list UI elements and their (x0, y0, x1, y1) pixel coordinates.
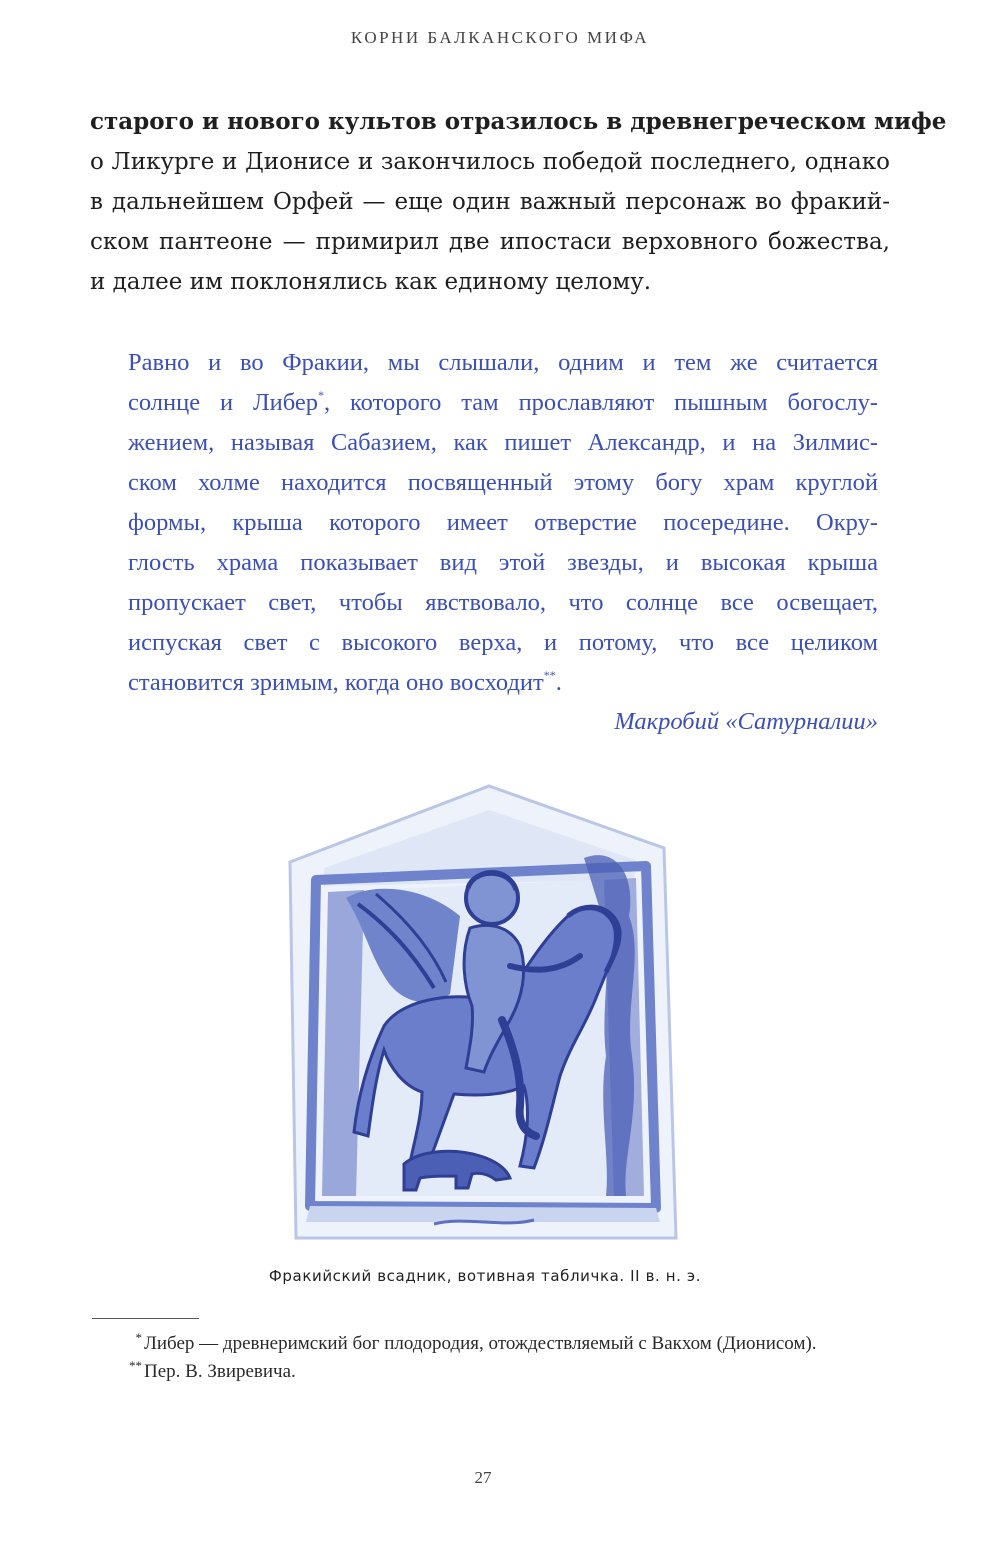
epigraph-quote (128, 343, 878, 703)
footnote-text: Пер. В. Звиревича. (144, 1361, 296, 1382)
body-line: ском пантеоне — примирил две ипостаси верховного божества, (90, 229, 890, 255)
epigraph-attribution: Макробий «Сатурналии» (614, 708, 878, 735)
thracian-horseman-relief-image (284, 776, 684, 1246)
epigraph-line: пропускает свет, чтобы явствовало, что солнце все освещает, (128, 589, 878, 616)
footnotes (118, 1330, 888, 1386)
footnote-marker: * (318, 388, 324, 402)
epigraph-line: жением, называя Сабазием, как пишет Александр, и на Зилмис- (128, 429, 878, 456)
body-paragraph (90, 102, 947, 302)
footnote-mark: * (135, 1330, 142, 1345)
epigraph-text: , которого там прославляют пышным богослу- (324, 389, 878, 416)
epigraph-text: . (555, 669, 562, 696)
body-line: и далее им поклонялись как единому целому. (90, 269, 652, 295)
body-line: в дальнейшем Орфей — еще один важный персонаж во фракий- (90, 189, 890, 215)
epigraph-line: Равно и во Фракии, мы слышали, одним и тем же считается (128, 349, 878, 376)
epigraph-line: испуская свет с высокого верха, и потому, что все целиком (128, 629, 878, 656)
running-header: КОРНИ БАЛКАНСКОГО МИФА (350, 28, 650, 47)
footnote-divider (92, 1318, 199, 1319)
epigraph-line (128, 663, 878, 703)
footnote-marker: ** (543, 668, 556, 682)
relief-illustration (284, 776, 684, 1246)
footnote-text: Либер — древнеримский бог плодородия, отождествляемый с Вакхом (Дионисом). (144, 1333, 817, 1354)
epigraph-line: ском холме находится посвященный этому богу храм круглой (128, 469, 878, 496)
footnote-item (118, 1358, 888, 1386)
page-number: 27 (474, 1468, 492, 1487)
figure-caption: Фракийский всадник, вотивная табличка. II в. н. э. (268, 1267, 702, 1285)
epigraph-line: формы, крыша которого имеет отверстие посередине. Окру- (128, 509, 878, 536)
footnote-mark: ** (129, 1358, 142, 1373)
epigraph-line (128, 383, 878, 423)
epigraph-line: глость храма показывает вид этой звезды, и высокая крыша (128, 549, 878, 576)
footnote-item (118, 1330, 888, 1358)
body-line: старого и нового культов отразилось в древнегреческом мифе (90, 108, 947, 135)
epigraph-text: становится зримым, когда оно восходит (128, 669, 544, 696)
relief-base (306, 1206, 660, 1222)
epigraph-text: солнце и Либер (128, 389, 318, 416)
body-line: о Ликурге и Дионисе и закончилось победой последнего, однако (90, 149, 890, 175)
